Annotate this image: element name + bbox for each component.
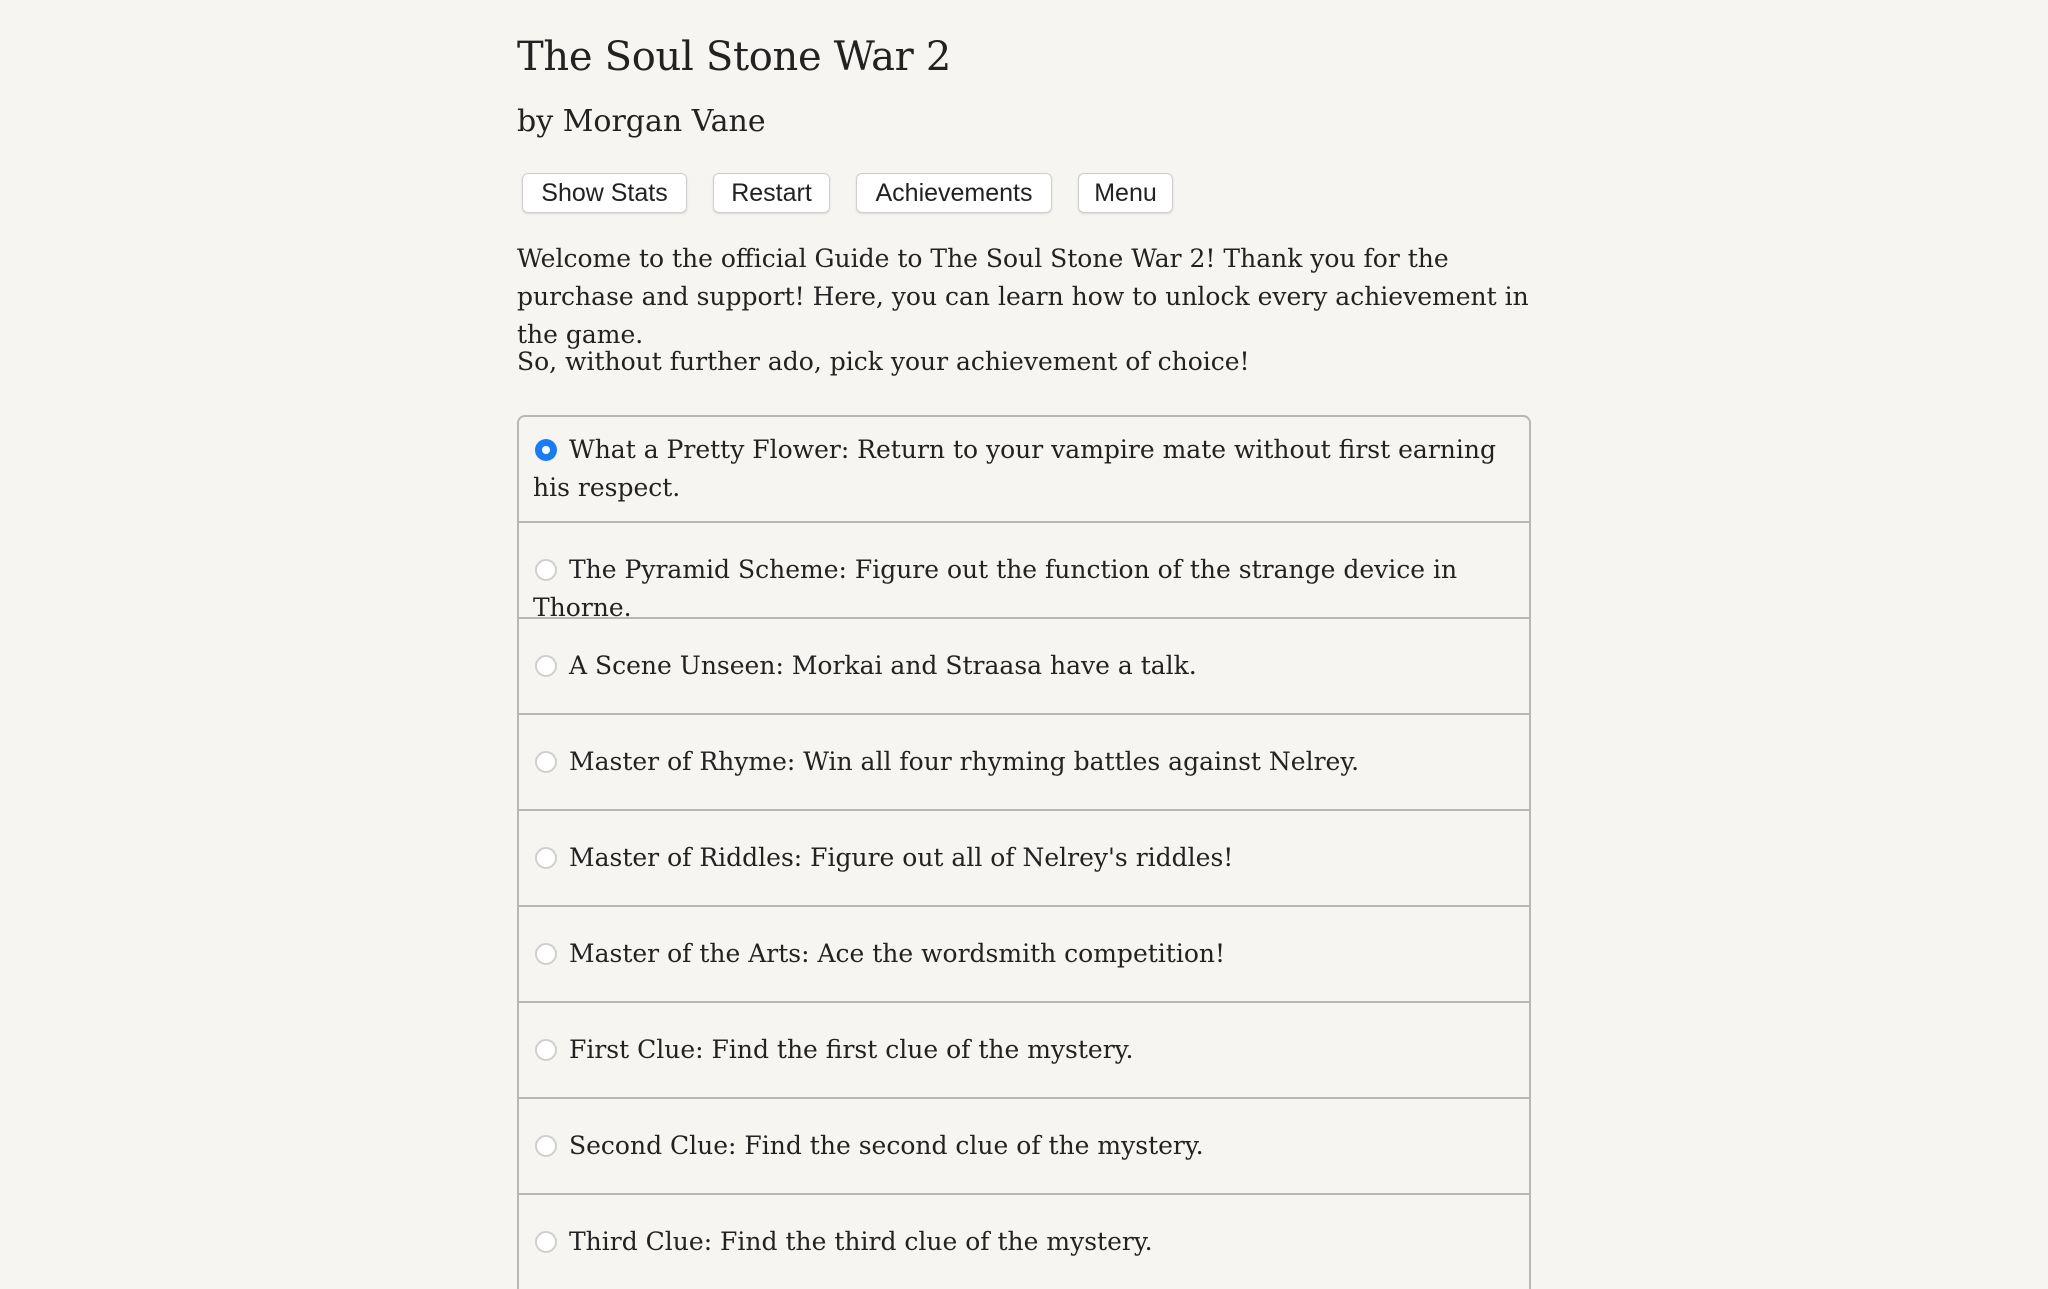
choice-item[interactable] — [519, 617, 1529, 713]
choice-item[interactable] — [519, 713, 1529, 809]
radio-icon[interactable] — [535, 655, 557, 677]
radio-icon[interactable] — [535, 1231, 557, 1253]
radio-icon[interactable] — [535, 1039, 557, 1061]
choice-label: Master of Riddles: Figure out all of Nelrey's riddles! — [569, 843, 1234, 872]
choice-item[interactable] — [519, 417, 1529, 521]
choice-label: Master of Rhyme: Win all four rhyming battles against Nelrey. — [569, 747, 1360, 776]
choice-label: Third Clue: Find the third clue of the mystery. — [569, 1227, 1153, 1256]
choice-label: Second Clue: Find the second clue of the mystery. — [569, 1131, 1204, 1160]
choice-item[interactable] — [519, 1193, 1529, 1289]
page-title: The Soul Stone War 2 — [517, 34, 952, 80]
choice-item[interactable] — [519, 809, 1529, 905]
choice-label: First Clue: Find the first clue of the mystery. — [569, 1035, 1134, 1064]
prompt-text: So, without further ado, pick your achievement of choice! — [517, 347, 1250, 376]
show-stats-button[interactable]: Show Stats — [522, 173, 687, 213]
choice-label: A Scene Unseen: Morkai and Straasa have a talk. — [569, 651, 1197, 680]
choice-item[interactable] — [519, 521, 1529, 622]
radio-icon[interactable] — [535, 847, 557, 869]
achievement-choice-list — [517, 415, 1531, 1289]
radio-selected-icon[interactable] — [535, 439, 557, 461]
choice-label: What a Pretty Flower: Return to your vampire mate without first earning his respect. — [533, 435, 1496, 502]
radio-icon[interactable] — [535, 751, 557, 773]
achievements-button[interactable]: Achievements — [856, 173, 1052, 213]
restart-button[interactable]: Restart — [713, 173, 830, 213]
intro-text: Welcome to the official Guide to The Soul Stone War 2! Thank you for the purchase and support! Here, you can learn how to unlock every achievement in the game. — [517, 244, 1529, 349]
choice-item[interactable] — [519, 905, 1529, 1001]
choice-item[interactable] — [519, 1001, 1529, 1097]
menu-button[interactable]: Menu — [1078, 173, 1173, 213]
radio-icon[interactable] — [535, 559, 557, 581]
choice-item[interactable] — [519, 1097, 1529, 1193]
radio-icon[interactable] — [535, 943, 557, 965]
radio-icon[interactable] — [535, 1135, 557, 1157]
author-byline: by Morgan Vane — [517, 104, 766, 139]
choice-label: Master of the Arts: Ace the wordsmith competition! — [569, 939, 1226, 968]
choice-label: The Pyramid Scheme: Figure out the function of the strange device in Thorne. — [533, 555, 1458, 622]
